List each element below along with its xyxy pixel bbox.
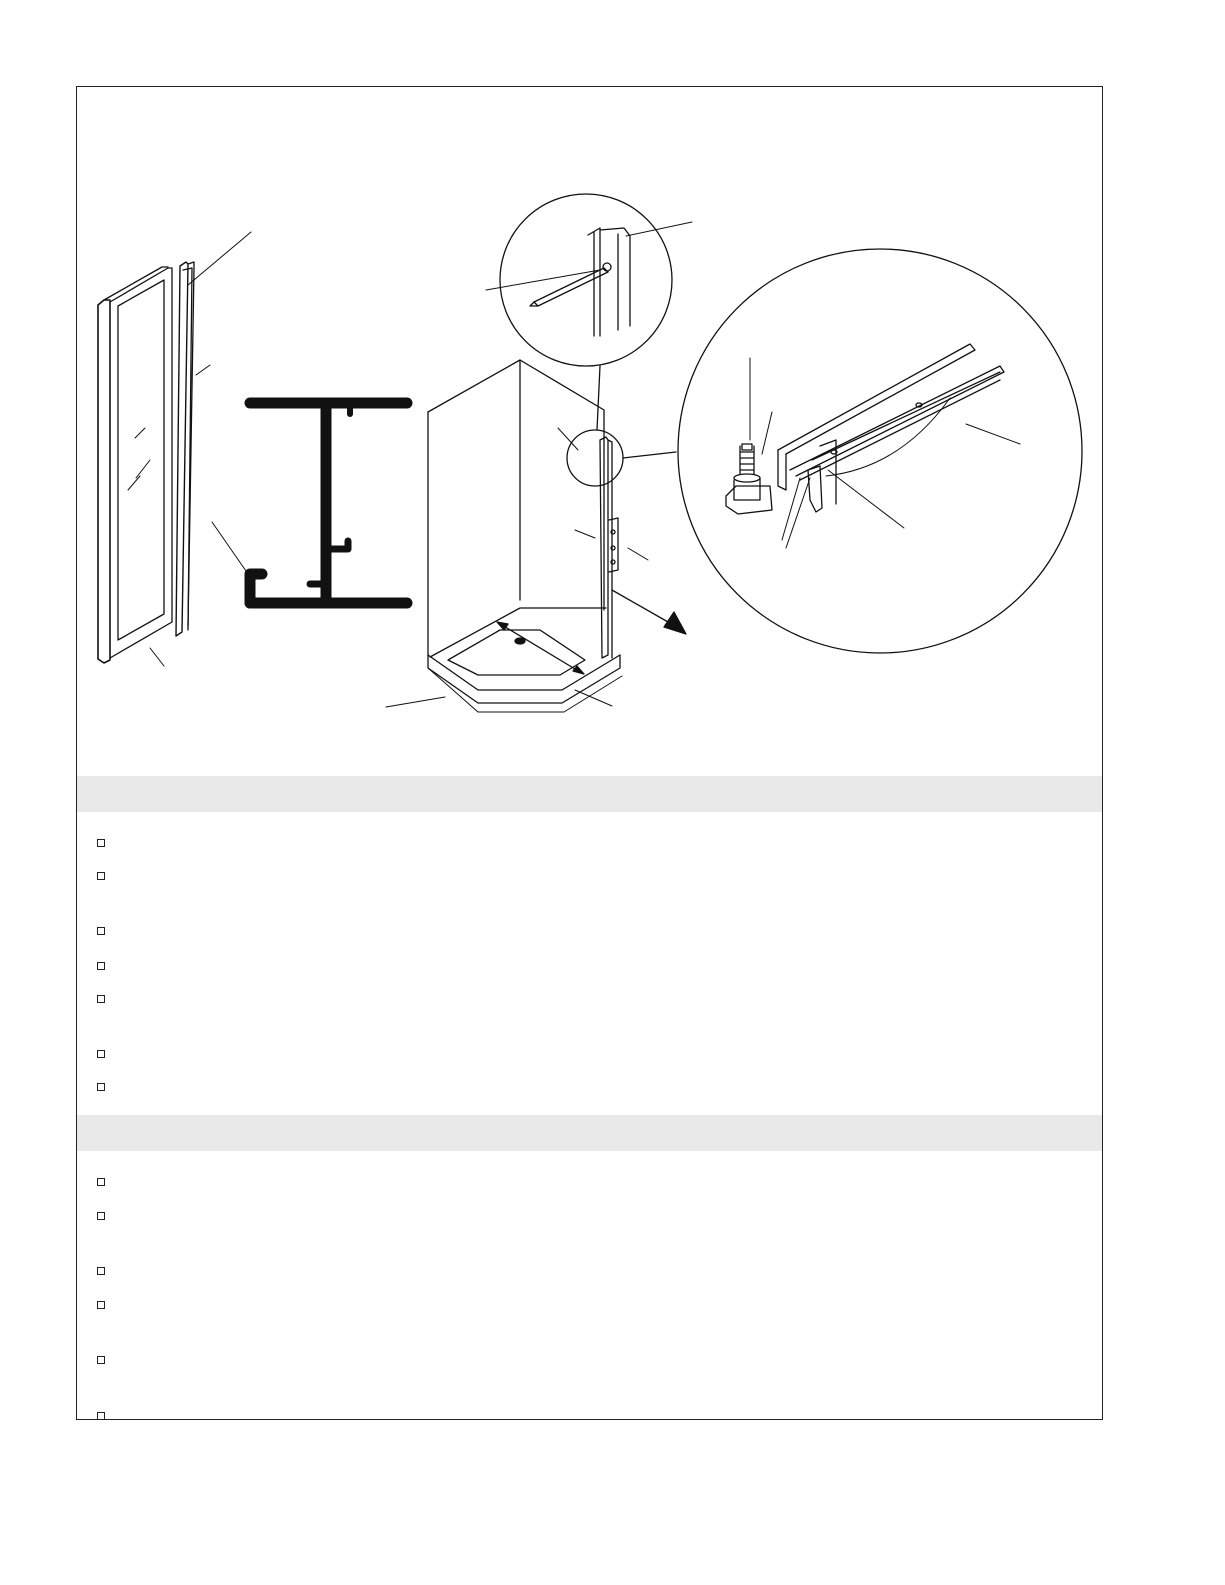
checkbox-icon[interactable]: [97, 1356, 105, 1364]
checkbox-icon[interactable]: [97, 927, 105, 935]
checkbox-icon[interactable]: [97, 962, 105, 970]
checklist-item: [97, 926, 115, 935]
checkbox-icon[interactable]: [97, 839, 105, 847]
checklist-item: [97, 1411, 115, 1420]
checkbox-icon[interactable]: [97, 1412, 105, 1420]
checklist-item: [97, 838, 115, 847]
checkbox-icon[interactable]: [97, 1267, 105, 1275]
checklist-item: [97, 1211, 115, 1220]
checkbox-icon[interactable]: [97, 1212, 105, 1220]
checklist-item: [97, 1355, 115, 1364]
checkbox-icon[interactable]: [97, 1050, 105, 1058]
checklist-item: [97, 1082, 115, 1091]
checklist-item: [97, 1049, 115, 1058]
checklist-item: [97, 871, 115, 880]
checkbox-icon[interactable]: [97, 872, 105, 880]
checkbox-icon[interactable]: [97, 995, 105, 1003]
checkbox-icon[interactable]: [97, 1301, 105, 1309]
checklist-item: [97, 1177, 115, 1186]
checklist-item: [97, 1266, 115, 1275]
checklist-item: [97, 961, 115, 970]
checkbox-icon[interactable]: [97, 1083, 105, 1091]
checklist-item: [97, 994, 115, 1003]
checkbox-icon[interactable]: [97, 1178, 105, 1186]
checklist-item: [97, 1300, 115, 1309]
